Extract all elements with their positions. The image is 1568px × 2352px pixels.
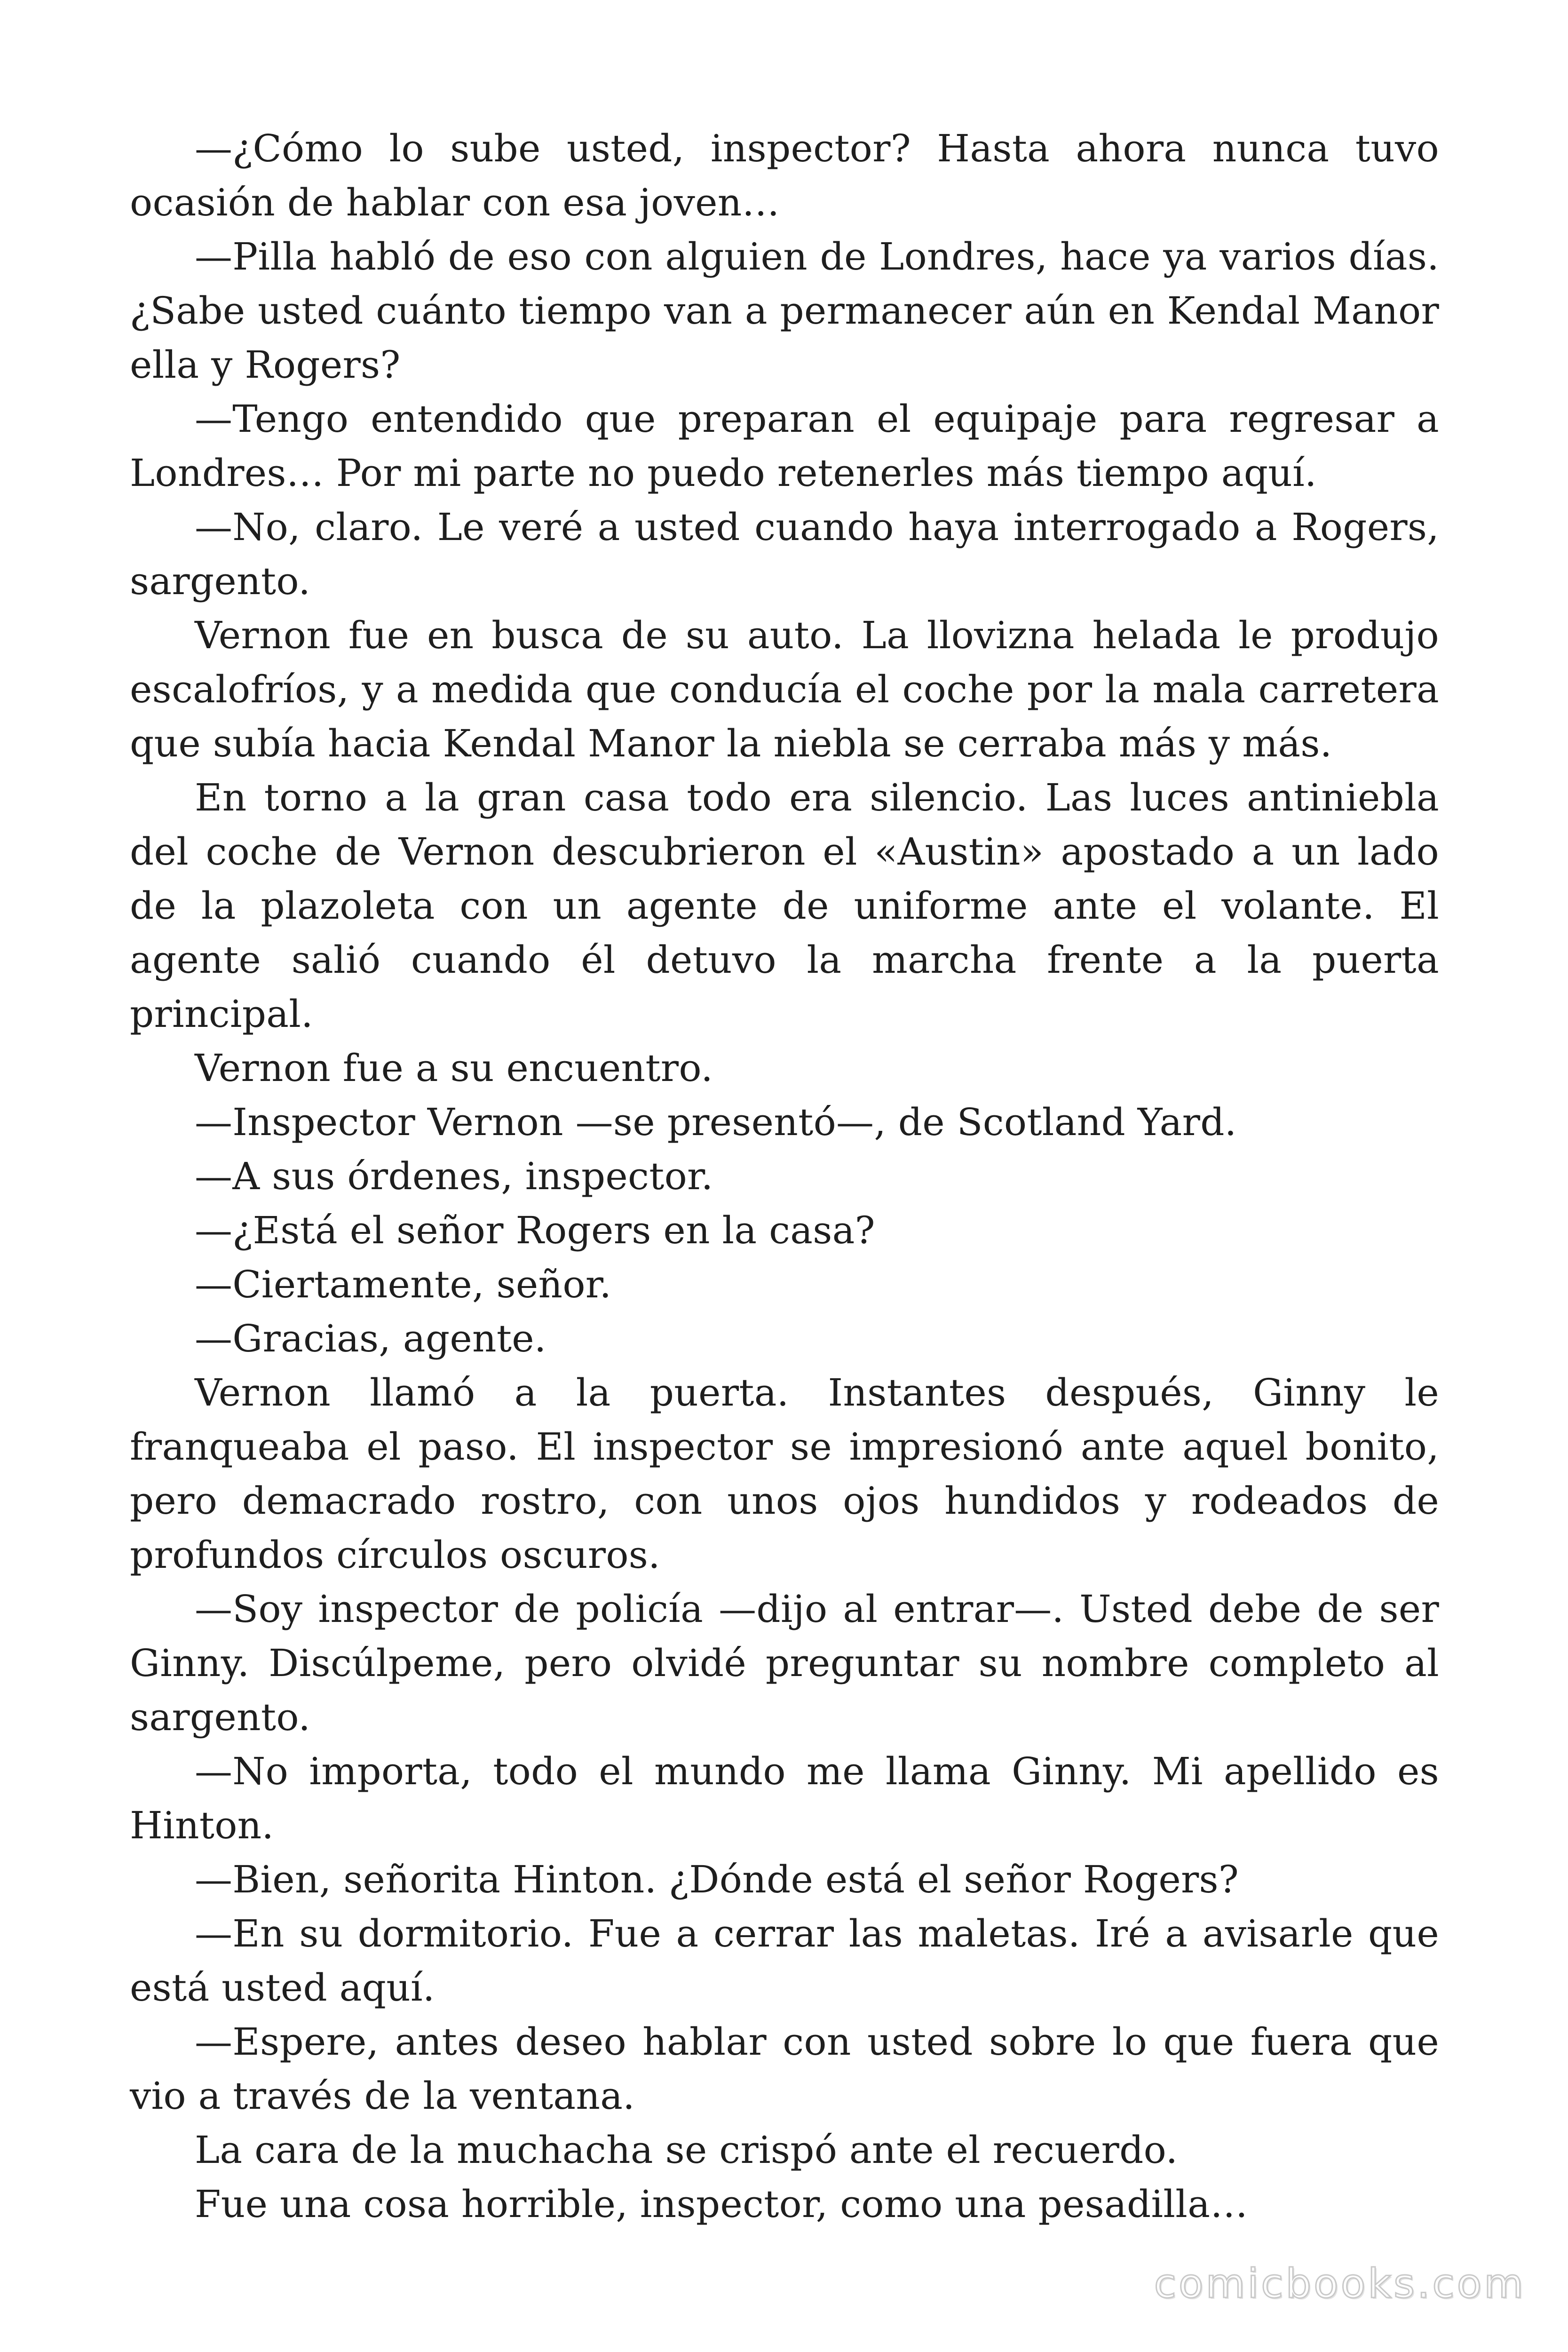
paragraph: —Tengo entendido que preparan el equipaje para regresar a Londres… Por mi parte no puedo retenerles más tiempo aquí. xyxy=(130,397,1439,495)
paragraph: —No, claro. Le veré a usted cuando haya interrogado a Rogers, sargento. xyxy=(130,505,1439,603)
watermark: comicbooks.com xyxy=(1154,2260,1526,2307)
paragraph: —Espere, antes deseo hablar con usted sobre lo que fuera que vio a través de la ventana. xyxy=(130,2020,1439,2118)
paragraph: —Soy inspector de policía —dijo al entrar—. Usted debe de ser Ginny. Discúlpeme, pero olvidé preguntar su nombre completo al sargento. xyxy=(130,1587,1439,1739)
paragraph: La cara de la muchacha se crispó ante el recuerdo. xyxy=(195,2128,1178,2172)
paragraph: —Ciertamente, señor. xyxy=(195,1263,612,1306)
paragraph: Fue una cosa horrible, inspector, como una pesadilla… xyxy=(195,2182,1248,2226)
paragraph: —Inspector Vernon —se presentó—, de Scotland Yard. xyxy=(195,1100,1237,1144)
paragraph: —En su dormitorio. Fue a cerrar las maletas. Iré a avisarle que está usted aquí. xyxy=(130,1912,1439,2010)
paragraph: —¿Cómo lo sube usted, inspector? Hasta ahora nunca tuvo ocasión de hablar con esa joven… xyxy=(130,127,1439,224)
paragraph: Vernon llamó a la puerta. Instantes después, Ginny le franqueaba el paso. El inspector se impresionó ante aquel bonito, pero demacrado rostro, con unos ojos hundidos y rodeados de profundos círculos oscuros. xyxy=(130,1371,1439,1577)
body-text xyxy=(130,121,1439,2231)
paragraph: —Pilla habló de eso con alguien de Londres, hace ya varios días. ¿Sabe usted cuánto tiempo van a permanecer aún en Kendal Manor ella y Rogers? xyxy=(130,235,1439,387)
paragraph: Vernon fue en busca de su auto. La llovizna helada le produjo escalofríos, y a medida que conducía el coche por la mala carretera que subía hacia Kendal Manor la niebla se cerraba más y más. xyxy=(130,613,1439,765)
paragraph: En torno a la gran casa todo era silencio. Las luces antiniebla del coche de Vernon descubrieron el «Austin» apostado a un lado de la plazoleta con un agente de uniforme ante el volante. El agente salió cuando él detuvo la marcha frente a la puerta principal. xyxy=(130,776,1439,1036)
paragraph: —No importa, todo el mundo me llama Ginny. Mi apellido es Hinton. xyxy=(130,1749,1439,1847)
paragraph: Vernon fue a su encuentro. xyxy=(195,1046,713,1090)
paragraph: —Bien, señorita Hinton. ¿Dónde está el señor Rogers? xyxy=(195,1858,1239,1901)
paragraph: —Gracias, agente. xyxy=(195,1317,546,1360)
paragraph: —A sus órdenes, inspector. xyxy=(195,1154,713,1198)
paragraph: —¿Está el señor Rogers en la casa? xyxy=(195,1208,875,1252)
